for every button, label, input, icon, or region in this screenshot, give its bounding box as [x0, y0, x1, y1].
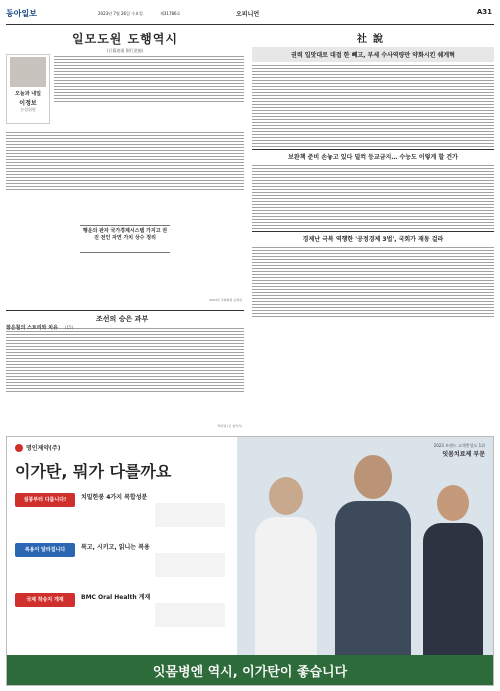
pull-quote-text: 행운의 판자 국가경제시스템 가지고 권진 전인 자연 가치 상수 정리 — [82, 228, 168, 241]
ad-benefit-2-label: 복용이 달라집니다 — [15, 543, 75, 557]
model-man-right-body — [423, 523, 483, 655]
ad-benefit-1-label: 설봉부터 다릅니다! — [15, 493, 75, 507]
author-name: 이정보 — [19, 100, 37, 107]
ad-right-panel — [237, 437, 493, 657]
author-photo — [10, 57, 46, 87]
ad-bottom-banner[interactable] — [7, 655, 493, 685]
ad-benefit-1 — [15, 487, 230, 531]
column-body-lower — [6, 130, 244, 240]
ad-tagline: 이가탄, 뭐가 다를까요 — [15, 462, 172, 481]
ad-brand: 명인제약(주) — [26, 445, 61, 452]
award-category: 잇몸치료제 부문 — [442, 451, 485, 458]
section-name: 오피니언 — [236, 11, 260, 18]
model-man-right-head — [437, 485, 469, 521]
editorial-heading-1: 권력 입맛대로 대접 한 빼고, 부세 수사역량만 약화시킨 쉐게혁 — [252, 47, 494, 62]
column-series-label: 오늘과 내일 — [15, 91, 41, 97]
model-man-center-head — [354, 455, 392, 499]
model-man-center — [333, 455, 413, 657]
ad-banner-text: 잇몸병엔 역시, 이가탄이 좋습니다 — [152, 664, 348, 680]
secondary-author: 박한필 (글 창작가) — [217, 424, 242, 428]
ad-benefit-2-illustration — [155, 553, 225, 577]
author-box — [6, 54, 50, 124]
column-secondary — [6, 310, 244, 430]
editorial-label: 社說 — [357, 34, 389, 45]
ad-benefit-3-illustration — [155, 603, 225, 627]
ad-benefit-1-illustration — [155, 503, 225, 527]
ad-benefit-1-detail: 치밀한봉 4가지 복합성분 — [81, 494, 148, 501]
ad-left-panel — [7, 437, 237, 657]
editorial-body-3 — [252, 247, 494, 317]
page-number: A31 — [476, 8, 492, 16]
column-subtitle: (日暮途遠 倒行逆施) — [106, 48, 144, 53]
secondary-heading: 조선의 승은 과부 — [96, 315, 149, 323]
newspaper-logo: 동아일보 — [6, 9, 37, 18]
advertisement[interactable] — [6, 436, 494, 686]
masthead-issue: 제31786호 — [160, 11, 181, 16]
column-title: 일모도원 도행역시 — [72, 32, 178, 46]
ad-benefit-2-detail: 복고, 시키고, 읽니는 복용 — [81, 544, 150, 551]
editorial-body-2 — [252, 165, 494, 229]
ad-benefit-2 — [15, 537, 230, 581]
model-woman-body — [255, 517, 317, 657]
brand-logo-icon — [15, 444, 23, 452]
award-badge — [434, 443, 485, 458]
column-footnote: 2023년 국회의원 보좌관 — [209, 298, 242, 302]
masthead — [6, 5, 494, 25]
award-text: 2023 브랜드 고객충성도 1위 — [433, 443, 485, 448]
editorial-body-1 — [252, 65, 494, 147]
ad-benefit-3-detail: BMC Oral Health 게재 — [81, 594, 151, 601]
ad-benefit-3-label: 국제 착숭지 개재 — [15, 593, 75, 607]
author-role: 논설위원 — [20, 107, 36, 112]
masthead-date: 2023년 7월 26일 수요일 — [98, 11, 143, 16]
editorial-heading-3: 경제난 극복 역행한 '공정경제 3법', 국회가 재동 걸라 — [252, 231, 494, 245]
model-man-center-body — [335, 501, 411, 655]
editorial-heading-2: 보완책 준비 손놓고 있다 덜컥 등교금지… 수능도 이렇게 할 건가 — [252, 149, 494, 163]
pull-quote — [80, 225, 170, 253]
model-woman-head — [269, 477, 303, 515]
secondary-body — [6, 326, 244, 394]
editorial-section — [252, 30, 494, 430]
column-main — [6, 30, 244, 305]
model-woman — [251, 477, 321, 657]
ad-benefit-3 — [15, 587, 230, 631]
model-man-right — [421, 485, 485, 657]
